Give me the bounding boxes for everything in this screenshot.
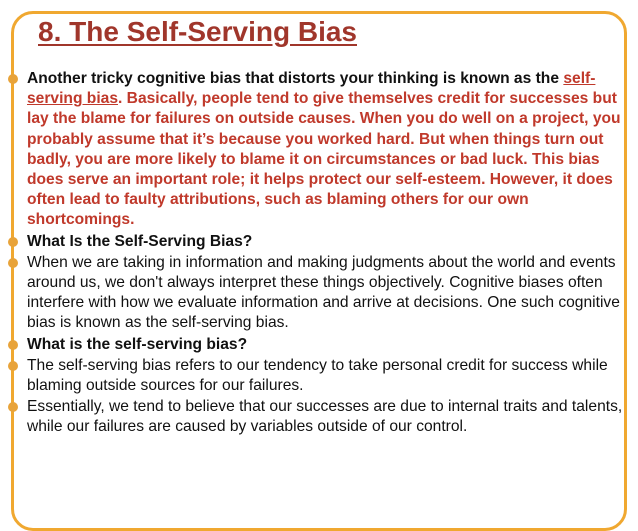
bullet-lead-text: Another tricky cognitive bias that distorts your thinking is known as the <box>27 70 564 87</box>
slide-title: 8. The Self-Serving Bias <box>38 16 357 47</box>
bullet-dot-icon <box>8 258 18 268</box>
bullet-dot-icon <box>8 361 18 371</box>
self-serving-bias-link[interactable]: self-serving bias <box>27 70 596 108</box>
bullet-dot-icon <box>8 74 18 84</box>
bullet-item <box>8 397 634 437</box>
bullet-dot-icon <box>8 402 18 412</box>
bullet-item <box>8 356 634 396</box>
bullet-item <box>8 253 634 334</box>
bullet-dot-icon <box>8 237 18 247</box>
bullet-red-text: . Basically, people tend to give themselves credit for successes but lay the blame for failures on outside causes. When you do well on a project, you probably assume that it’s because you worked hard. But when things turn out badly, you are more likely to blame it on circumstances or bad luck. This bias does serve an important role; it helps protect our self-esteem. However, it does often lead to faulty attributions, such as blaming others for our own shortcomings. <box>27 90 621 229</box>
bullet-dot-icon <box>8 340 18 350</box>
bullet-item <box>8 232 634 252</box>
bullet-heading-text: What is the self-serving bias? <box>27 335 248 353</box>
bullet-heading-text: What Is the Self-Serving Bias? <box>27 232 253 250</box>
bullet-item <box>8 69 634 231</box>
bullet-body-text: The self-serving bias refers to our tendency to take personal credit for success while blaming outside sources for our failures. <box>27 356 608 395</box>
bullet-item <box>8 335 634 355</box>
bullet-body-text: Essentially, we tend to believe that our successes are due to internal traits and talents, while our failures are caused by variables outside of our control. <box>27 398 623 436</box>
bullet-list <box>8 69 634 439</box>
bullet-body-text: When we are taking in information and making judgments about the world and events around us, we don't always interpret these things objectively. Cognitive biases often interfere with how we evaluate information and arrive at decisions. One such cognitive bias is known as the self-serving bias. <box>27 253 620 332</box>
